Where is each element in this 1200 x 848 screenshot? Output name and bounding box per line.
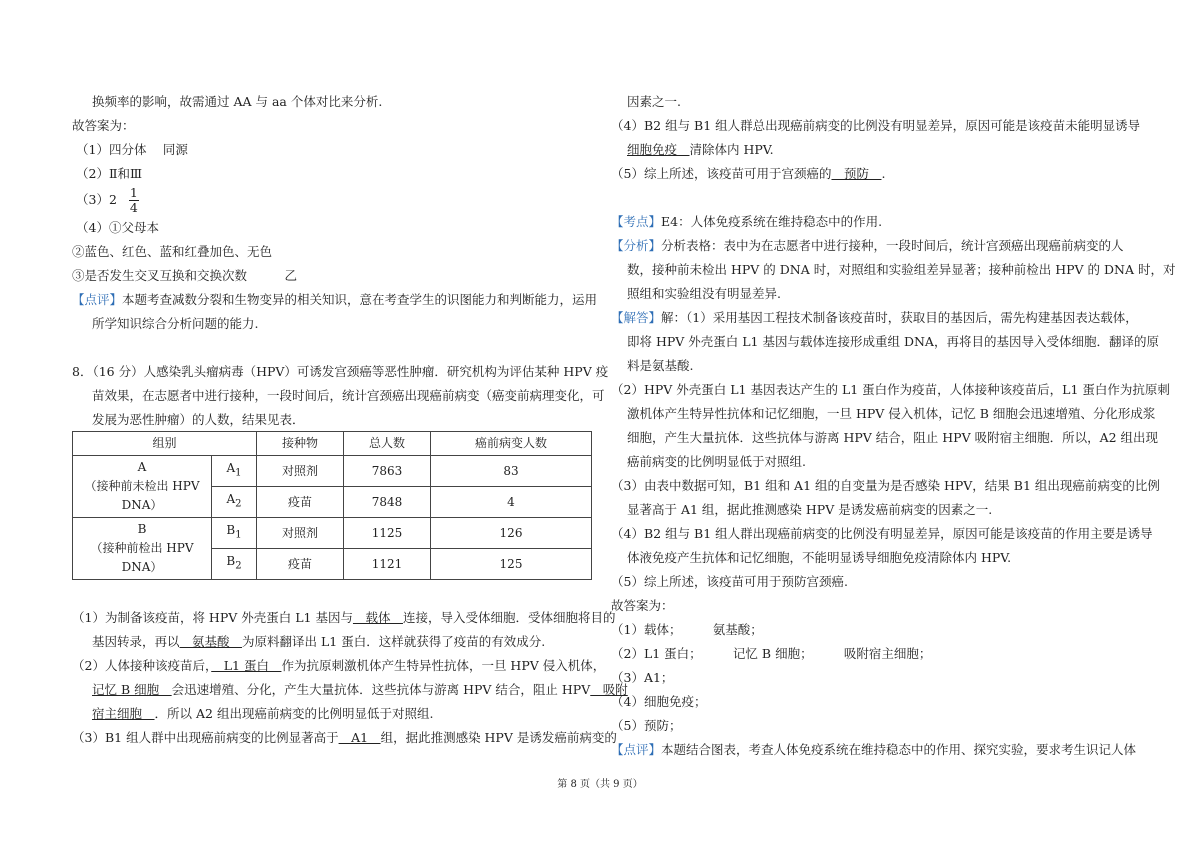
answer-line: 基因转录，再以 氨基酸 为原料翻译出 L1 蛋白．这样就获得了疫苗的有效成分. xyxy=(92,634,546,649)
answer-line: （1）为制备该疫苗，将 HPV 外壳蛋白 L1 基因与 载体 连接，导入受体细胞．受体细胞将目的 xyxy=(72,610,616,625)
text-line: （3）2 $\frac{1}{4}$ xyxy=(76,185,138,215)
table-header: 癌前病变人数 xyxy=(431,432,592,456)
lesion-cell: 126 xyxy=(431,518,592,549)
group-cell: A （接种前未检出 HPV DNA） xyxy=(73,456,212,518)
text-line: （5）预防； xyxy=(611,718,682,733)
agent-cell: 对照剂 xyxy=(257,518,344,549)
total-cell: 1121 xyxy=(344,549,431,580)
text-line: 料是氨基酸. xyxy=(627,358,694,373)
agent-cell: 疫苗 xyxy=(257,487,344,518)
total-cell: 7863 xyxy=(344,456,431,487)
answer-line: （2）人体接种该疫苗后， L1 蛋白 作为抗原刺激机体产生特异性抗体，一旦 HPV 侵入机体， xyxy=(72,658,606,673)
text-line: （2）Ⅱ和Ⅲ xyxy=(76,166,143,181)
text-line: 因素之一. xyxy=(627,94,681,109)
text-line: 显著高于 A1 组，据此推测感染 HPV 是诱发癌前病变的因素之一. xyxy=(627,502,993,517)
text-line: 细胞，产生大量抗体．这些抗体与游离 HPV 结合，阻止 HPV 吸附宿主细胞．所以，A2 组出现 xyxy=(627,430,1159,445)
answer-line: （3）B1 组人群中出现癌前病变的比例显著高于 A1 组，据此推测感染 HPV 是诱发癌前病变的 xyxy=(72,730,617,745)
total-cell: 1125 xyxy=(344,518,431,549)
text-line: （4）细胞免疫； xyxy=(611,694,707,709)
text-line: （2）HPV 外壳蛋白 L1 基因表达产生的 L1 蛋白作为疫苗，人体接种该疫苗后，L1 蛋白作为抗原刺 xyxy=(611,382,1170,397)
table-header: 接种物 xyxy=(257,432,344,456)
question-line: 8．（16 分）人感染乳头瘤病毒（HPV）可诱发宫颈癌等恶性肿瘤．研究机构为评估某种 HPV 疫 xyxy=(72,364,609,379)
subgroup-cell: $B_2$ xyxy=(212,549,257,580)
text-line: （4）B2 组与 B1 组人群出现癌前病变的比例没有明显差异，原因可能是该疫苗的作用主要是诱导 xyxy=(611,526,1153,541)
review-line: 【点评】本题结合图表，考查人体免疫系统在维持稳态中的作用、探究实验，要求考生识记人体 xyxy=(611,742,1137,757)
kaodian-line: 【考点】E4：人体免疫系统在维持稳态中的作用. xyxy=(611,214,883,229)
text-line: （1）载体； 氨基酸； xyxy=(611,622,763,637)
review-tag: 【点评】 xyxy=(72,292,123,307)
analysis-tag: 【分析】 xyxy=(611,238,662,253)
subgroup-cell: $A_1$ xyxy=(212,456,257,487)
text-line: （3）由表中数据可知，B1 组和 A1 组的自变量为是否感染 HPV，结果 B1 组出现癌前病变的比例 xyxy=(611,478,1160,493)
kaodian-tag: 【考点】 xyxy=(611,214,662,229)
text-line: 体液免疫产生抗体和记忆细胞，不能明显诱导细胞免疫清除体内 HPV. xyxy=(627,550,1012,565)
table-header-row xyxy=(73,432,592,456)
text-line: 换频率的影响，故需通过 AA 与 aa 个体对比来分析. xyxy=(92,94,383,109)
fraction: $\frac{1}{4}$ xyxy=(129,185,138,215)
review-line: 【点评】本题考查减数分裂和生物变异的相关知识，意在考查学生的识图能力和判断能力，运用 xyxy=(72,292,598,307)
text-line: 所学知识综合分析问题的能力. xyxy=(92,316,259,331)
total-cell: 7848 xyxy=(344,487,431,518)
text-line: ③是否发生交叉互换和交换次数 乙 xyxy=(72,268,298,283)
review-tag: 【点评】 xyxy=(611,742,662,757)
table-header: 总人数 xyxy=(344,432,431,456)
solution-tag: 【解答】 xyxy=(611,310,662,325)
group-cell: B （接种前检出 HPV DNA） xyxy=(73,518,212,580)
question-line: 苗效果，在志愿者中进行接种，一段时间后，统计宫颈癌出现癌前病变（癌变前病理变化，可 xyxy=(92,388,605,403)
subgroup-cell: $B_1$ xyxy=(212,518,257,549)
text-line: 激机体产生特异性抗体和记忆细胞，一旦 HPV 侵入机体，记忆 B 细胞会迅速增殖、分化形成浆 xyxy=(627,406,1156,421)
table-header: 组别 xyxy=(73,432,257,456)
table-row xyxy=(73,518,592,549)
text-line: 数，接种前未检出 HPV 的 DNA 时，对照组和实验组差异显著；接种前检出 HPV 的 DNA 时，对 xyxy=(627,262,1176,277)
lesion-cell: 83 xyxy=(431,456,592,487)
text-line: （4）B2 组与 B1 组人群总出现癌前病变的比例没有明显差异，原因可能是该疫苗未能明显诱导 xyxy=(611,118,1141,133)
results-table xyxy=(72,431,592,580)
answer-line: 记忆 B 细胞 会迅速增殖、分化，产生大量抗体．这些抗体与游离 HPV 结合，阻止 HPV 吸附 xyxy=(92,682,628,697)
text-line: 照组和实验组没有明显差异. xyxy=(627,286,781,301)
text-line: （5）综上所述，该疫苗可用于宫颈癌的 预防 . xyxy=(611,166,886,181)
agent-cell: 疫苗 xyxy=(257,549,344,580)
analysis-line: 【分析】分析表格：表中为在志愿者中进行接种，一段时间后，统计宫颈癌出现癌前病变的人 xyxy=(611,238,1124,253)
text-line: 故答案为： xyxy=(611,598,674,613)
table-row xyxy=(73,456,592,487)
lesion-cell: 125 xyxy=(431,549,592,580)
text-line: （3）A1； xyxy=(611,670,674,685)
question-line: 发展为恶性肿瘤）的人数，结果见表． xyxy=(92,412,305,427)
text-line: 即将 HPV 外壳蛋白 L1 基因与载体连接形成重组 DNA，再将目的基因导入受体细胞．翻译的原 xyxy=(627,334,1159,349)
text-line: 细胞免疫 清除体内 HPV. xyxy=(627,142,774,157)
text-line: （4）①父母本 xyxy=(76,220,159,235)
lesion-cell: 4 xyxy=(431,487,592,518)
text-line: （5）综上所述，该疫苗可用于预防宫颈癌. xyxy=(611,574,848,589)
subgroup-cell: $A_2$ xyxy=(212,487,257,518)
answer-line: 宿主细胞 ．所以 A2 组出现癌前病变的比例明显低于对照组. xyxy=(92,706,434,721)
text-line: 癌前病变的比例明显低于对照组. xyxy=(627,454,806,469)
text-line: （1）四分体 同源 xyxy=(76,142,188,157)
text-line: 故答案为： xyxy=(72,118,135,133)
text-line: ②蓝色、红色、蓝和红叠加色、无色 xyxy=(72,244,273,259)
solution-line: 【解答】解：（1）采用基因工程技术制备该疫苗时，获取目的基因后，需先构建基因表达载体， xyxy=(611,310,1138,325)
agent-cell: 对照剂 xyxy=(257,456,344,487)
text-line: （2）L1 蛋白； 记忆 B 细胞； 吸附宿主细胞； xyxy=(611,646,932,661)
page-footer: 第 8 页（共 9 页） xyxy=(557,779,643,790)
